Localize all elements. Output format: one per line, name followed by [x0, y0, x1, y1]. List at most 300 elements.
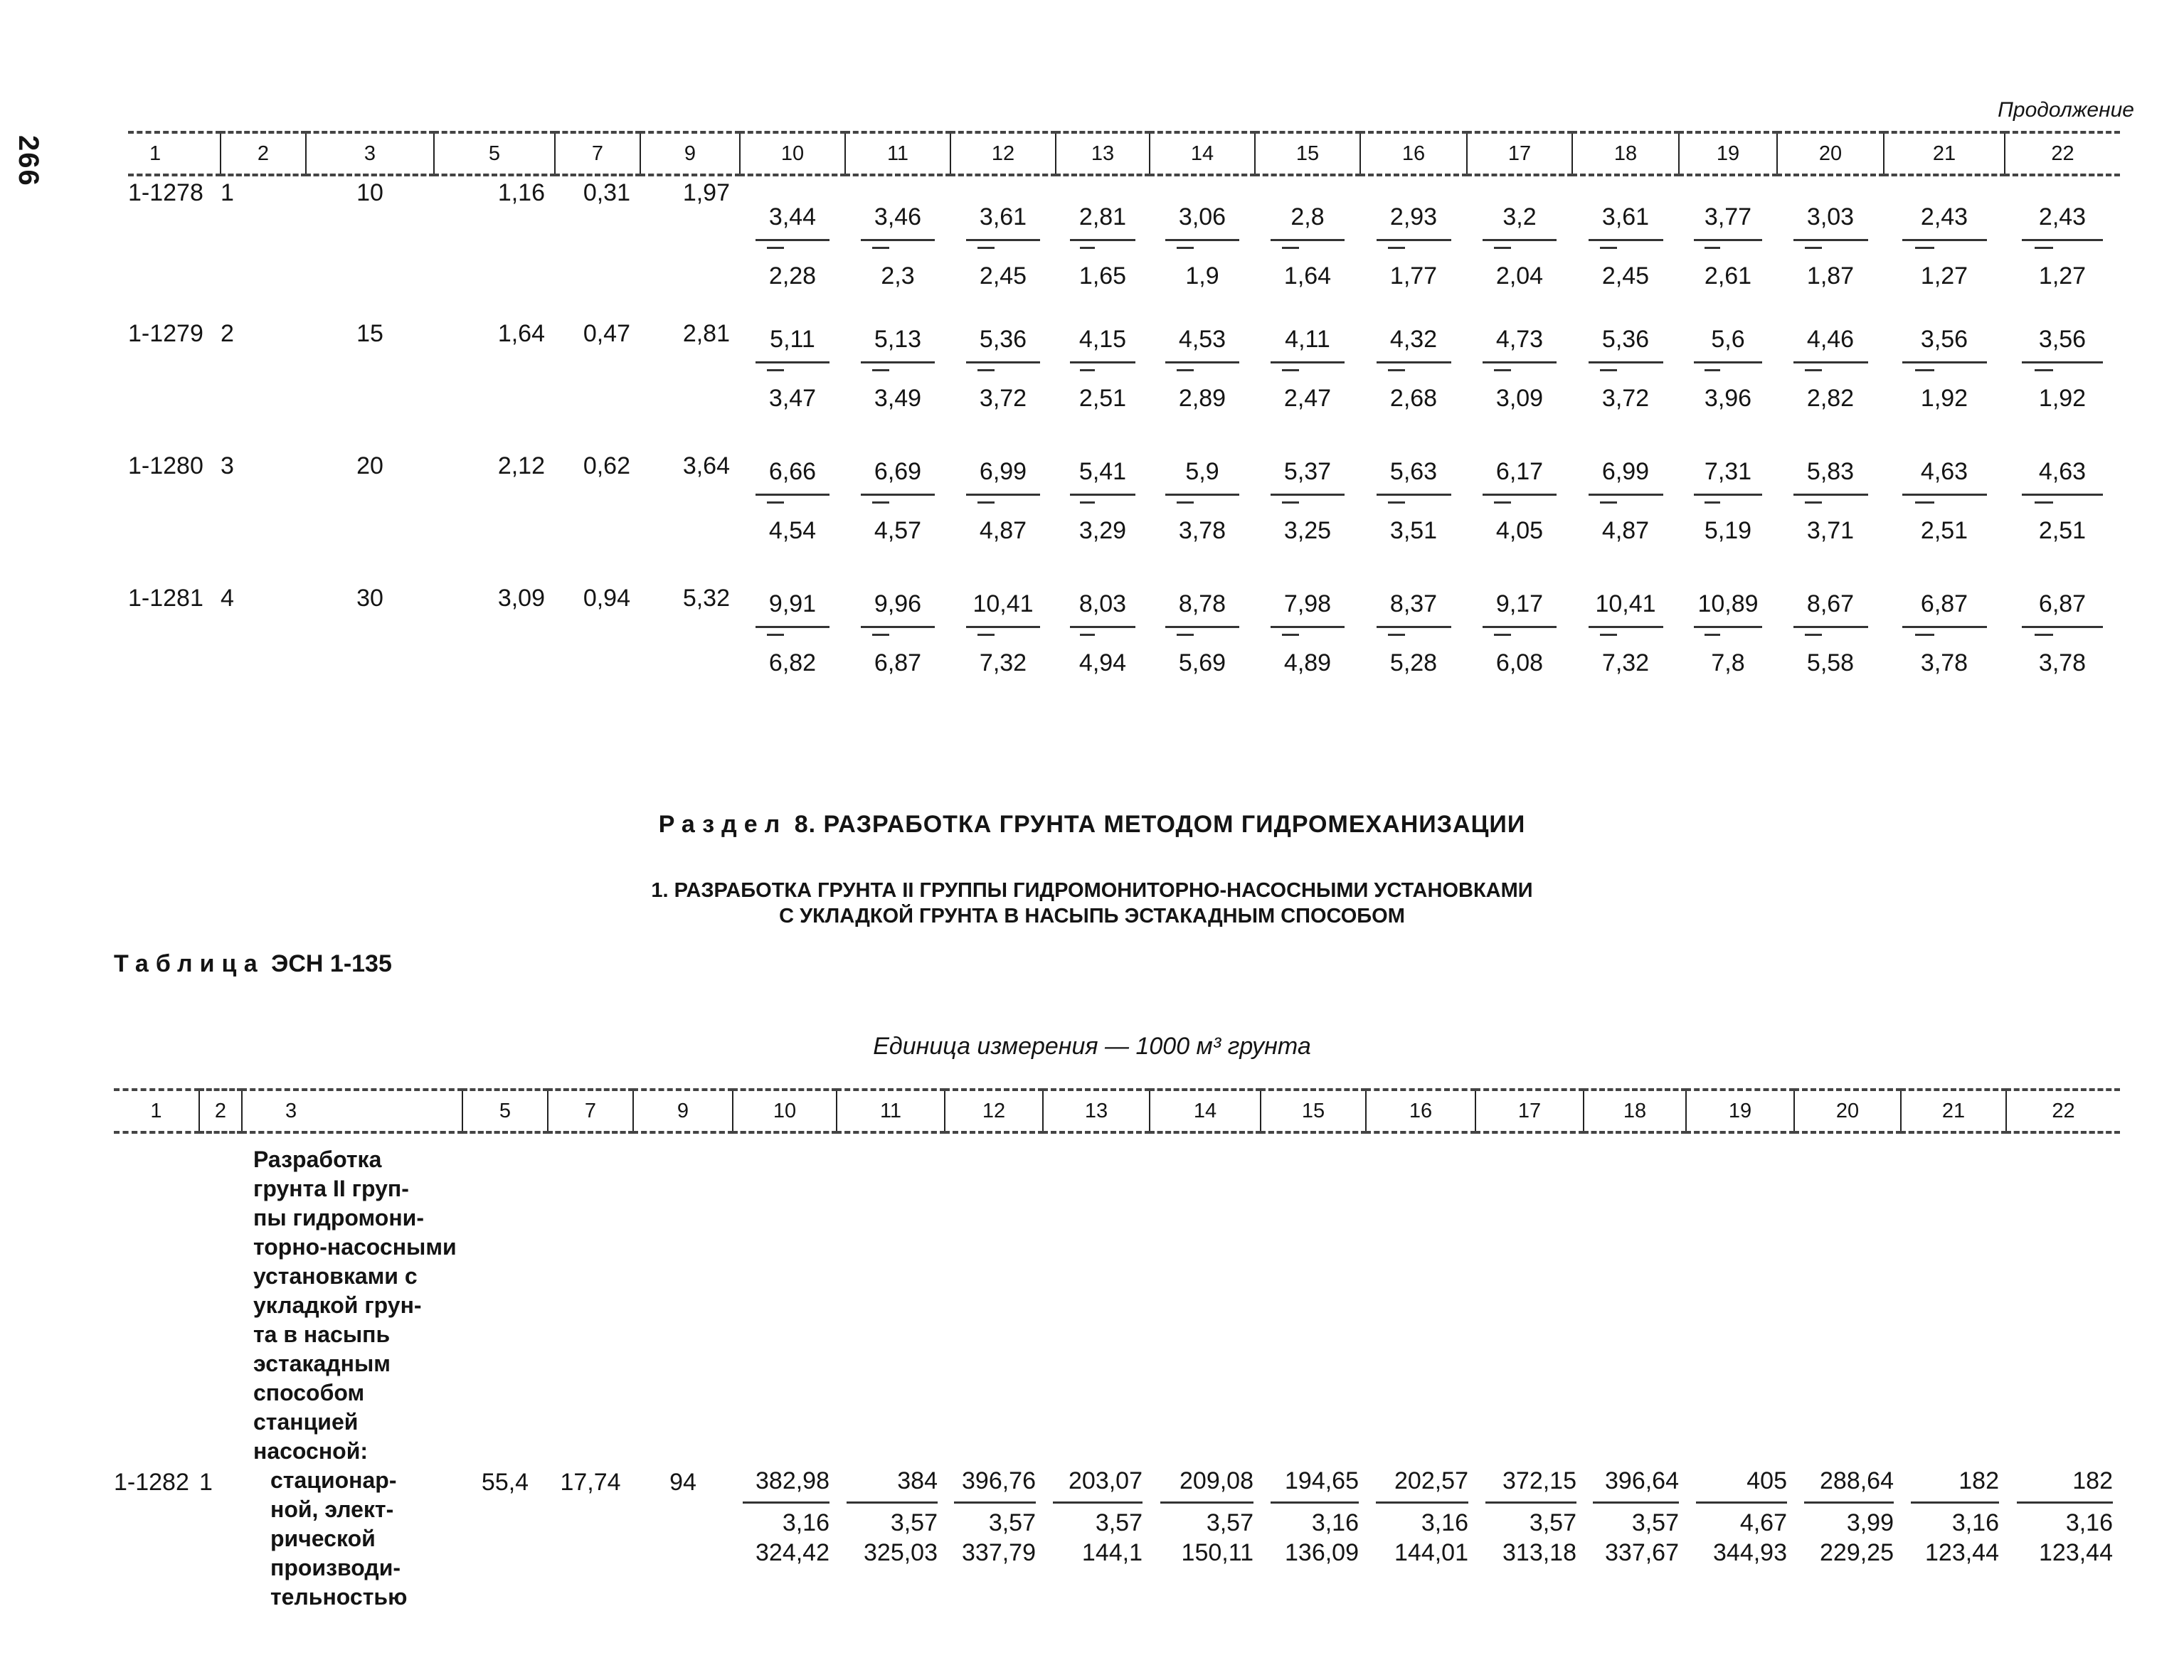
empty-cell — [1043, 1132, 1150, 1466]
numerator: 3,2 — [1502, 203, 1537, 230]
fraction-dash — [950, 241, 1056, 254]
factor: 3,99 — [1846, 1509, 1894, 1536]
fraction-dash — [1467, 241, 1572, 254]
numerator: 5,36 — [979, 326, 1027, 353]
numerator: 384 — [897, 1467, 938, 1494]
numerator: 2,93 — [1389, 203, 1438, 230]
table-row — [128, 582, 2120, 714]
denominator: 3,51 — [1389, 517, 1438, 544]
fraction-cell — [1777, 175, 1884, 317]
fraction-dash — [2005, 496, 2120, 509]
page-number: 266 — [13, 135, 44, 187]
fraction-dash — [950, 496, 1056, 509]
column-header: 22 — [2005, 132, 2120, 175]
description-line: укладкой грун- — [253, 1292, 422, 1318]
fraction-dash — [2005, 241, 2120, 254]
fraction-dash — [1056, 628, 1150, 641]
fraction-cell — [1475, 1466, 1584, 1612]
column-header: 19 — [1686, 1090, 1794, 1132]
numerator: 9,91 — [768, 590, 817, 617]
fraction-bar — [743, 1501, 829, 1504]
denominator: 1,92 — [2038, 385, 2087, 412]
fraction-cell — [1255, 450, 1360, 582]
fraction-cell — [845, 317, 950, 450]
numerator: 209,08 — [1180, 1467, 1253, 1494]
fraction-cell — [1679, 450, 1777, 582]
fraction-dash — [1150, 496, 1255, 509]
denominator: 1,27 — [1920, 262, 1968, 289]
fraction-cell — [1150, 582, 1255, 714]
fraction-dash — [1572, 363, 1679, 376]
description-line: эстакадным — [253, 1351, 391, 1376]
denominator: 2,3 — [881, 262, 915, 289]
fraction-dash — [1884, 496, 2005, 509]
column-header: 9 — [633, 1090, 733, 1132]
numerator: 4,53 — [1178, 326, 1226, 353]
col-9-value: 94 — [669, 1469, 696, 1496]
denominator: 229,25 — [1820, 1539, 1894, 1566]
denominator: 2,51 — [1078, 385, 1127, 412]
fraction-cell — [1467, 450, 1572, 582]
numerator: 2,43 — [2038, 203, 2087, 230]
description-line: та в насыпь — [253, 1322, 391, 1347]
denominator: 3,29 — [1078, 517, 1127, 544]
fraction-cell — [1572, 582, 1679, 714]
column-header: 1 — [150, 1099, 162, 1122]
continuation-label: Продолжение — [1998, 98, 2134, 122]
empty-cell — [837, 1132, 945, 1466]
denominator: 136,09 — [1285, 1539, 1359, 1566]
numerator: 6,87 — [2038, 590, 2087, 617]
col-5-value: 1,16 — [497, 179, 545, 206]
fraction-dash — [2005, 363, 2120, 376]
denominator: 3,09 — [1495, 385, 1544, 412]
empty-cell — [1150, 1132, 1261, 1466]
description-line: ной, элект- — [270, 1496, 394, 1522]
denominator: 325,03 — [864, 1539, 938, 1566]
fraction-cell — [1584, 1466, 1686, 1612]
fraction-cell — [1360, 317, 1467, 450]
subtitle-line-1: 1. РАЗРАБОТКА ГРУНТА II ГРУППЫ ГИДРОМОНИТОРНО-НАСОСНЫМИ УСТАНОВКАМИ — [651, 879, 1533, 902]
fraction-dash — [1255, 628, 1360, 641]
col-2-value: 3 — [221, 452, 234, 479]
numerator: 182 — [1958, 1467, 1999, 1494]
fraction-dash — [1884, 241, 2005, 254]
denominator: 344,93 — [1713, 1539, 1787, 1566]
denominator: 123,44 — [1925, 1539, 1999, 1566]
denominator: 144,1 — [1081, 1539, 1143, 1566]
empty-cell — [462, 1132, 548, 1466]
description-line: способом — [253, 1380, 365, 1405]
fraction-cell — [1884, 582, 2005, 714]
table-esn-1-135 — [114, 1088, 2120, 1612]
denominator: 123,44 — [2039, 1539, 2113, 1566]
denominator: 1,27 — [2038, 262, 2087, 289]
numerator: 6,99 — [979, 458, 1027, 485]
numerator: 4,15 — [1078, 326, 1127, 353]
empty-cell — [1686, 1132, 1794, 1466]
numerator: 194,65 — [1285, 1467, 1359, 1494]
fraction-dash — [1467, 496, 1572, 509]
denominator: 313,18 — [1502, 1539, 1576, 1566]
fraction-dash — [1150, 363, 1255, 376]
column-header: 18 — [1584, 1090, 1686, 1132]
numerator: 5,36 — [1601, 326, 1650, 353]
numerator: 6,69 — [874, 458, 922, 485]
fraction-cell — [845, 175, 950, 317]
fraction-cell — [845, 450, 950, 582]
numerator: 2,43 — [1920, 203, 1968, 230]
fraction-cell — [1150, 450, 1255, 582]
numerator: 4,11 — [1285, 326, 1330, 353]
fraction-cell — [950, 317, 1056, 450]
denominator: 3,49 — [874, 385, 922, 412]
fraction-dash — [1255, 496, 1360, 509]
fraction-bar — [1593, 1501, 1679, 1504]
empty-cell — [1261, 1132, 1366, 1466]
denominator: 4,89 — [1283, 649, 1332, 676]
fraction-bar — [1485, 1501, 1576, 1504]
fraction-cell — [1794, 1466, 1901, 1612]
column-header: 17 — [1467, 132, 1572, 175]
empty-cell — [945, 1132, 1043, 1466]
fraction-bar — [1376, 1501, 1468, 1504]
denominator: 7,8 — [1711, 649, 1745, 676]
denominator: 4,87 — [1601, 517, 1650, 544]
fraction-cell — [1043, 1466, 1150, 1612]
unit-of-measure: Единица измерения — 1000 м³ грунта — [873, 1033, 1311, 1060]
numerator: 3,77 — [1704, 203, 1752, 230]
col-2-value: 1 — [199, 1469, 213, 1496]
numerator: 3,44 — [768, 203, 817, 230]
column-header: 7 — [548, 1090, 633, 1132]
factor: 3,16 — [1311, 1509, 1359, 1536]
fraction-dash — [1572, 241, 1679, 254]
factor: 3,57 — [1206, 1509, 1253, 1536]
table-header-row — [114, 1090, 2120, 1132]
column-header: 11 — [837, 1090, 945, 1132]
fraction-cell — [1056, 582, 1150, 714]
numerator: 396,76 — [962, 1467, 1036, 1494]
col-7-value: 0,94 — [583, 585, 630, 612]
empty-cell — [114, 1132, 199, 1466]
column-header: 3 — [242, 1090, 462, 1132]
numerator: 7,31 — [1704, 458, 1752, 485]
column-header: 3 — [306, 132, 434, 175]
column-header: 1 — [149, 142, 161, 165]
fraction-cell — [1884, 175, 2005, 317]
fraction-bar — [1053, 1501, 1143, 1504]
description-line: тельностью — [270, 1584, 408, 1610]
factor: 3,16 — [1951, 1509, 1999, 1536]
description-line: станцией — [253, 1409, 359, 1435]
column-header: 5 — [462, 1090, 548, 1132]
fraction-cell — [1056, 450, 1150, 582]
row-code: 1-1281 — [128, 585, 203, 612]
empty-cell — [633, 1132, 733, 1466]
column-header: 16 — [1366, 1090, 1475, 1132]
numerator: 4,63 — [2038, 458, 2087, 485]
fraction-cell — [733, 1466, 837, 1612]
fraction-dash — [950, 628, 1056, 641]
numerator: 382,98 — [756, 1467, 829, 1494]
fraction-bar — [1696, 1501, 1787, 1504]
numerator: 396,64 — [1605, 1467, 1679, 1494]
section-title-text: 8. РАЗРАБОТКА ГРУНТА МЕТОДОМ ГИДРОМЕХАНИЗАЦИИ — [794, 811, 1526, 838]
table-continued — [128, 131, 2120, 714]
fraction-cell — [1884, 450, 2005, 582]
description-line: установками с — [253, 1263, 418, 1289]
fraction-cell — [845, 582, 950, 714]
denominator: 1,9 — [1185, 262, 1219, 289]
column-header: 21 — [1901, 1090, 2006, 1132]
numerator: 3,06 — [1178, 203, 1226, 230]
denominator: 2,45 — [979, 262, 1027, 289]
fraction-cell — [1901, 1466, 2006, 1612]
column-header: 2 — [221, 132, 306, 175]
fraction-bar — [2017, 1501, 2113, 1504]
denominator: 3,78 — [1920, 649, 1968, 676]
description-line: производи- — [270, 1555, 401, 1580]
description-line: пы гидромони- — [253, 1205, 424, 1230]
fraction-bar — [1804, 1501, 1894, 1504]
fraction-cell — [740, 317, 845, 450]
numerator: 4,46 — [1806, 326, 1855, 353]
denominator: 3,25 — [1283, 517, 1332, 544]
col-3-description — [242, 1466, 462, 1612]
denominator: 1,92 — [1920, 385, 1968, 412]
fraction-dash — [1467, 628, 1572, 641]
empty-cell — [548, 1132, 633, 1466]
fraction-dash — [1572, 496, 1679, 509]
fraction-cell — [950, 450, 1056, 582]
fraction-cell — [740, 450, 845, 582]
col-3-value: 20 — [356, 452, 383, 479]
column-header: 15 — [1261, 1090, 1366, 1132]
fraction-cell — [1572, 450, 1679, 582]
fraction-cell — [1150, 1466, 1261, 1612]
col-2-value: 1 — [221, 179, 234, 206]
numerator: 10,41 — [1595, 590, 1656, 617]
denominator: 4,57 — [874, 517, 922, 544]
denominator: 1,87 — [1806, 262, 1855, 289]
fraction-cell — [950, 582, 1056, 714]
column-header: 5 — [434, 132, 555, 175]
fraction-cell — [1467, 317, 1572, 450]
column-header: 13 — [1043, 1090, 1150, 1132]
empty-cell — [1366, 1132, 1475, 1466]
fraction-cell — [2005, 450, 2120, 582]
empty-cell — [1475, 1132, 1584, 1466]
denominator: 3,72 — [979, 385, 1027, 412]
column-header: 12 — [945, 1090, 1043, 1132]
empty-cell — [1794, 1132, 1901, 1466]
denominator: 1,65 — [1078, 262, 1127, 289]
numerator: 4,63 — [1920, 458, 1968, 485]
numerator: 8,03 — [1078, 590, 1127, 617]
fraction-dash — [845, 363, 950, 376]
description-line: торно-насосными — [253, 1234, 457, 1260]
section-title — [0, 811, 2184, 839]
column-header: 17 — [1475, 1090, 1584, 1132]
col-5-value: 3,09 — [497, 585, 545, 612]
fraction-dash — [740, 496, 845, 509]
fraction-bar — [954, 1501, 1036, 1504]
numerator: 2,8 — [1290, 203, 1325, 230]
denominator: 5,28 — [1389, 649, 1438, 676]
numerator: 3,03 — [1806, 203, 1855, 230]
numerator: 6,66 — [768, 458, 817, 485]
denominator: 5,19 — [1704, 517, 1752, 544]
fraction-dash — [1255, 363, 1360, 376]
column-header: 7 — [555, 132, 640, 175]
denominator: 4,87 — [979, 517, 1027, 544]
numerator: 5,9 — [1185, 458, 1219, 485]
denominator: 1,77 — [1389, 262, 1438, 289]
numerator: 5,6 — [1711, 326, 1745, 353]
numerator: 7,98 — [1283, 590, 1332, 617]
col-3-value: 15 — [356, 320, 383, 347]
col-3-value: 10 — [356, 179, 383, 206]
fraction-cell — [1679, 317, 1777, 450]
fraction-cell — [1360, 175, 1467, 317]
denominator: 3,47 — [768, 385, 817, 412]
denominator: 5,58 — [1806, 649, 1855, 676]
numerator: 8,78 — [1178, 590, 1226, 617]
fraction-dash — [1884, 628, 2005, 641]
fraction-cell — [1261, 1466, 1366, 1612]
fraction-cell — [2005, 582, 2120, 714]
column-header: 14 — [1150, 132, 1255, 175]
fraction-cell — [1255, 317, 1360, 450]
fraction-cell — [1255, 175, 1360, 317]
fraction-dash — [1572, 628, 1679, 641]
denominator: 3,78 — [2038, 649, 2087, 676]
col-9-value: 2,81 — [682, 320, 730, 347]
table-prefix: Таблица — [114, 950, 265, 977]
column-header: 2 — [199, 1090, 242, 1132]
factor: 4,67 — [1739, 1509, 1787, 1536]
numerator: 202,57 — [1394, 1467, 1468, 1494]
numerator: 5,41 — [1078, 458, 1127, 485]
denominator: 2,47 — [1283, 385, 1332, 412]
denominator: 4,54 — [768, 517, 817, 544]
fraction-dash — [1360, 628, 1467, 641]
column-header: 15 — [1255, 132, 1360, 175]
denominator: 3,78 — [1178, 517, 1226, 544]
row-code: 1-1278 — [128, 179, 203, 206]
fraction-dash — [1777, 241, 1884, 254]
fraction-dash — [1679, 496, 1777, 509]
fraction-dash — [1360, 363, 1467, 376]
fraction-dash — [740, 363, 845, 376]
numerator: 2,81 — [1078, 203, 1127, 230]
fraction-bar — [847, 1501, 938, 1504]
description-line: насосной: — [253, 1438, 369, 1464]
fraction-dash — [740, 241, 845, 254]
numerator: 3,61 — [979, 203, 1027, 230]
fraction-dash — [1467, 363, 1572, 376]
fraction-dash — [1777, 628, 1884, 641]
fraction-dash — [1679, 363, 1777, 376]
empty-cell — [199, 1132, 242, 1466]
fraction-dash — [740, 628, 845, 641]
fraction-bar — [1271, 1501, 1359, 1504]
fraction-cell — [1366, 1466, 1475, 1612]
fraction-dash — [1777, 496, 1884, 509]
numerator: 288,64 — [1820, 1467, 1894, 1494]
table-name — [114, 950, 392, 978]
denominator: 1,64 — [1283, 262, 1332, 289]
fraction-bar — [1911, 1501, 1999, 1504]
description-line: рической — [270, 1526, 376, 1551]
denominator: 6,87 — [874, 649, 922, 676]
column-header: 14 — [1150, 1090, 1261, 1132]
empty-cell — [1901, 1132, 2006, 1466]
denominator: 3,72 — [1601, 385, 1650, 412]
numerator: 10,41 — [972, 590, 1034, 617]
fraction-cell — [1572, 317, 1679, 450]
numerator: 203,07 — [1069, 1467, 1143, 1494]
factor: 3,57 — [988, 1509, 1036, 1536]
fraction-dash — [1150, 628, 1255, 641]
column-header: 16 — [1360, 132, 1467, 175]
fraction-cell — [1777, 450, 1884, 582]
row-code: 1-1280 — [128, 452, 203, 479]
numerator: 10,89 — [1697, 590, 1759, 617]
column-header: 10 — [740, 132, 845, 175]
fraction-dash — [1056, 363, 1150, 376]
fraction-cell — [1679, 582, 1777, 714]
fraction-cell — [1150, 175, 1255, 317]
table-row — [128, 175, 2120, 317]
fraction-cell — [950, 175, 1056, 317]
column-header: 18 — [1572, 132, 1679, 175]
denominator: 2,68 — [1389, 385, 1438, 412]
numerator: 5,83 — [1806, 458, 1855, 485]
fraction-dash — [1679, 628, 1777, 641]
fraction-cell — [945, 1466, 1043, 1612]
col-7-value: 0,31 — [583, 179, 630, 206]
fraction-cell — [1255, 582, 1360, 714]
factor: 3,16 — [782, 1509, 829, 1536]
col-5-value: 1,64 — [497, 320, 545, 347]
section-subtitle — [0, 878, 2184, 929]
fraction-cell — [1884, 317, 2005, 450]
denominator: 2,51 — [2038, 517, 2087, 544]
fraction-cell — [2005, 317, 2120, 450]
col-2-value: 4 — [221, 585, 234, 612]
fraction-cell — [1777, 317, 1884, 450]
denominator: 7,32 — [1601, 649, 1650, 676]
numerator: 8,67 — [1806, 590, 1855, 617]
numerator: 4,32 — [1389, 326, 1438, 353]
denominator: 3,96 — [1704, 385, 1752, 412]
fraction-cell — [837, 1466, 945, 1612]
table-name-text: ЭСН 1-135 — [271, 950, 392, 977]
numerator: 3,56 — [2038, 326, 2087, 353]
fraction-dash — [845, 241, 950, 254]
column-header: 20 — [1777, 132, 1884, 175]
fraction-cell — [1777, 582, 1884, 714]
numerator: 6,17 — [1495, 458, 1544, 485]
fraction-cell — [2005, 175, 2120, 317]
col-2-value: 2 — [221, 320, 234, 347]
fraction-dash — [1360, 241, 1467, 254]
column-header: 9 — [640, 132, 740, 175]
denominator: 2,82 — [1806, 385, 1855, 412]
section-prefix: Раздел — [658, 811, 788, 838]
